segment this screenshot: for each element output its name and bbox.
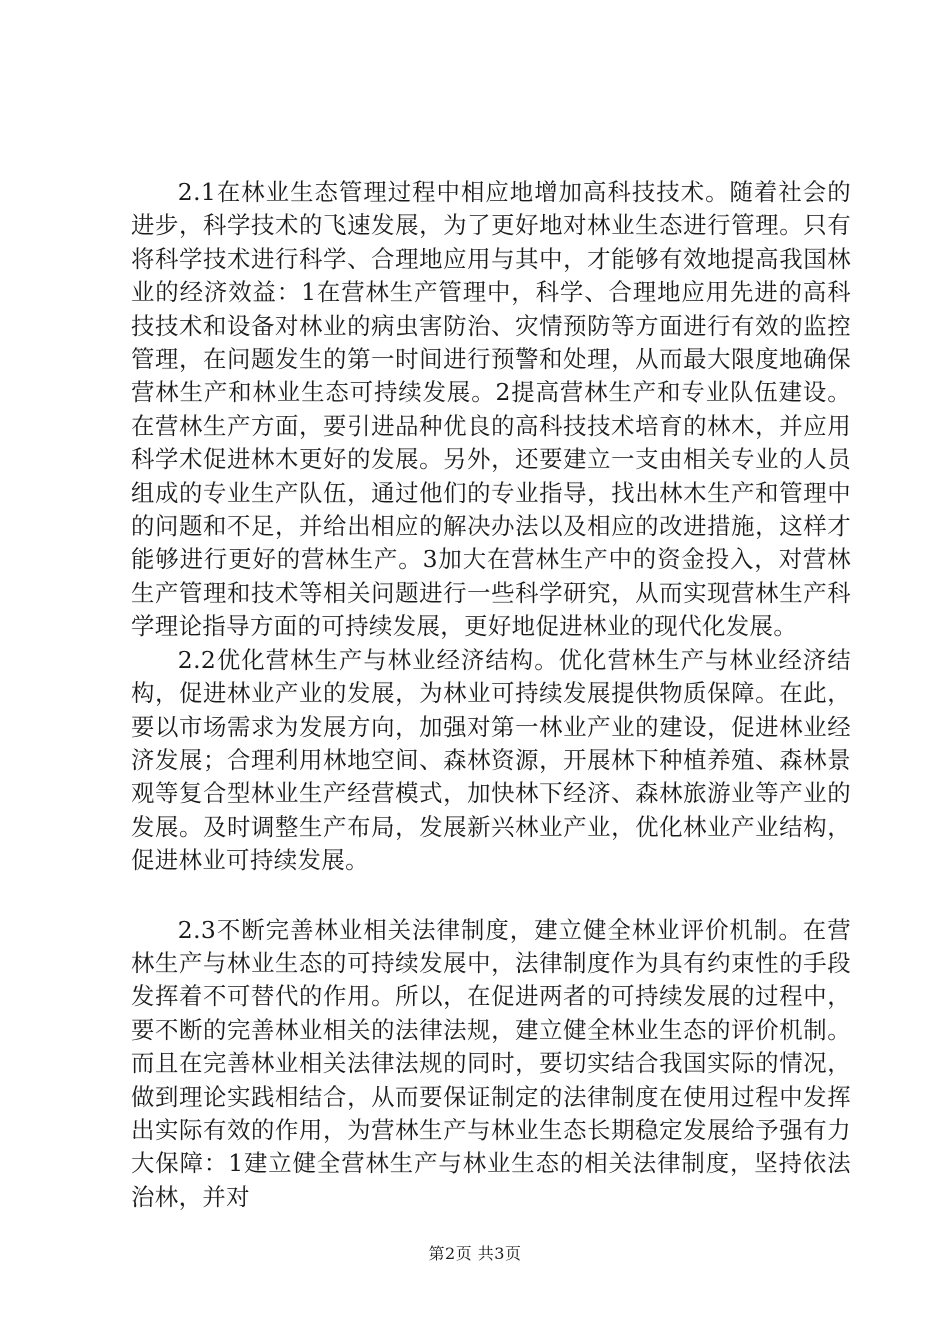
page-footer: 第2页 共3页 xyxy=(428,1244,522,1263)
paragraph-2-2: 2.2优化营林生产与林业经济结构。优化营林生产与林业经济结构，促进林业产业的发展，为林业可持续发展提供物质保障。在此，要以市场需求为发展方向，加强对第一林业产业的建设，促进林业经济发展；合理利用林地空间、森林资源，开展林下种植养殖、森林景观等复合型林业生产经营模式，加快林下经济、森林旅游业等产业的发展。及时调整生产布局，发展新兴林业产业，优化林业产业结构，促进林业可持续发展。 xyxy=(131,645,851,875)
paragraph-2-3: 2.3不断完善林业相关法律制度，建立健全林业评价机制。在营林生产与林业生态的可持续发展中，法律制度作为具有约束性的手段发挥着不可替代的作用。所以，在促进两者的可持续发展的过程中，要不断的完善林业相关的法律法规，建立健全林业生态的评价机制。而且在完善林业相关法律法规的同时，要切实结合我国实际的情况，做到理论实践相结合，从而要保证制定的法律制度在使用过程中发挥出实际有效的作用，为营林生产与林业生态长期稳定发展给予强有力大保障：1建立健全营林生产与林业生态的相关法律制度，坚持依法治林，并对 xyxy=(131,915,851,1211)
document-body xyxy=(131,176,851,1214)
paragraph-2-1: 2.1在林业生态管理过程中相应地增加高科技技术。随着社会的进步，科学技术的飞速发展，为了更好地对林业生态进行管理。只有将科学技术进行科学、合理地应用与其中，才能够有效地提高我国林业的经济效益：1在营林生产管理中，科学、合理地应用先进的高科技技术和设备对林业的病虫害防治、灾情预防等方面进行有效的监控管理，在问题发生的第一时间进行预警和处理，从而最大限度地确保营林生产和林业生态可持续发展。2提高营林生产和专业队伍建设。在营林生产方面，要引进品种优良的高科技技术培育的林木，并应用科学术促进林木更好的发展。另外，还要建立一支由相关专业的人员组成的专业生产队伍，通过他们的专业指导，找出林木生产和管理中的问题和不足，并给出相应的解决办法以及相应的改进措施，这样才能够进行更好的营林生产。3加大在营林生产中的资金投入，对营林生产管理和技术等相关问题进行一些科学研究，从而实现营林生产科学理论指导方面的可持续发展，更好地促进林业的现代化发展。 xyxy=(131,178,851,641)
